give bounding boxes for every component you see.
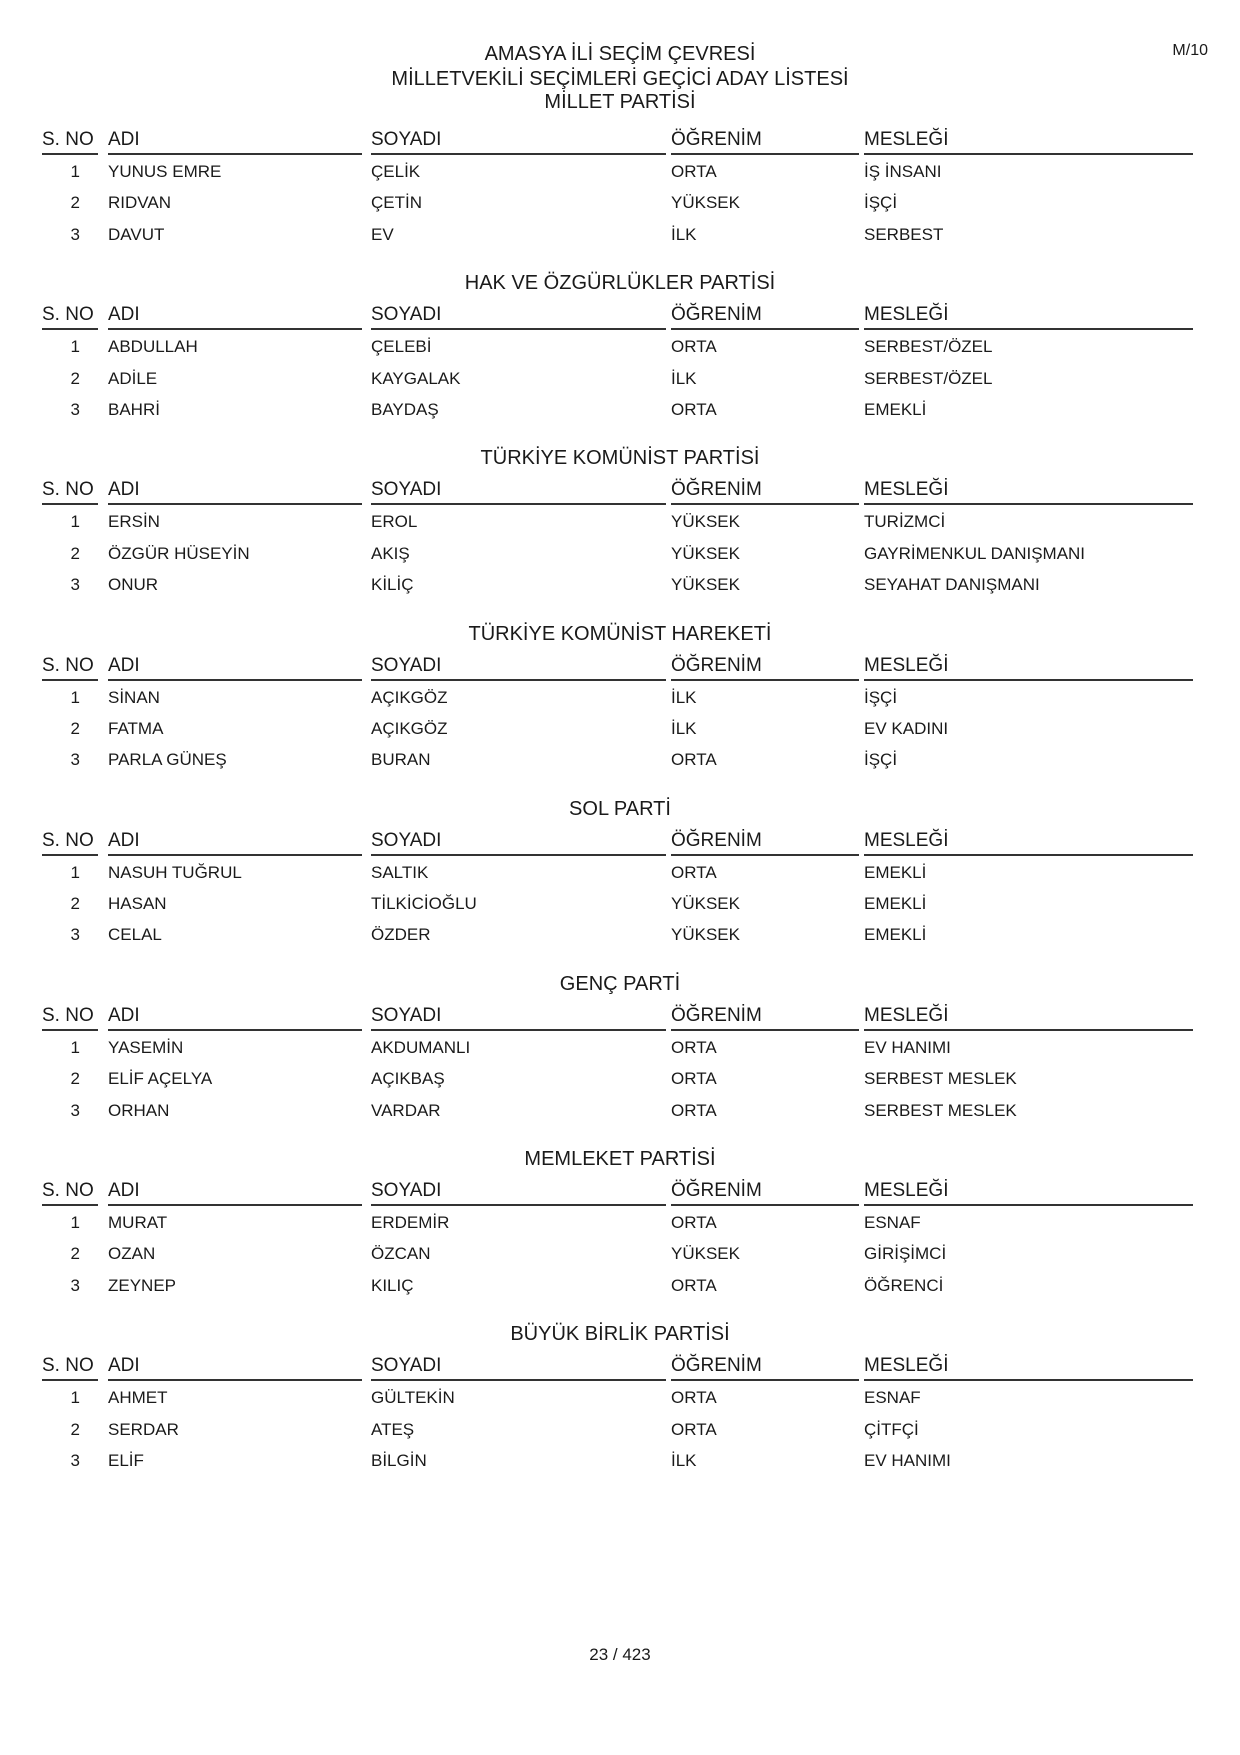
cell-soyadi: ÖZCAN — [371, 1244, 431, 1264]
column-header-ogrenim: ÖĞRENİM — [671, 653, 859, 681]
table-row — [0, 219, 1240, 250]
column-header-soyadi: SOYADI — [371, 127, 666, 155]
cell-adi: ZEYNEP — [108, 1275, 177, 1295]
column-header-soyadi: SOYADI — [371, 1353, 666, 1381]
cell-meslegi: EV HANIMI — [864, 1037, 951, 1057]
cell-adi: YUNUS EMRE — [108, 162, 222, 181]
party-section — [0, 1321, 1240, 1476]
table-row — [0, 713, 1240, 744]
column-header-meslegi: MESLEĞİ — [864, 828, 1193, 856]
header-title-line1: AMASYA İLİ SEÇİM ÇEVRESİ — [484, 43, 756, 65]
header-title-line2: MİLLETVEKİLİ SEÇİMLERİ GEÇİCİ ADAY LİSTESİ — [391, 68, 849, 90]
column-header-ogrenim: ÖĞRENİM — [671, 302, 859, 330]
cell-soyadi: AÇIKGÖZ — [371, 718, 448, 738]
party-section — [0, 621, 1240, 776]
column-header-adi: ADI — [108, 1003, 362, 1031]
column-header-sira-no: S. NO — [42, 828, 98, 856]
cell-sira-no: 3 — [70, 399, 80, 419]
cell-meslegi: İŞÇİ — [864, 687, 898, 707]
cell-soyadi: EROL — [371, 512, 418, 532]
table-row — [0, 1238, 1240, 1269]
table-row — [0, 1032, 1240, 1063]
table-row — [0, 506, 1240, 537]
column-header-sira-no: S. NO — [42, 653, 98, 681]
cell-ogrenim: İLK — [671, 368, 697, 388]
table-row — [0, 1382, 1240, 1413]
table-row — [0, 1063, 1240, 1094]
column-header-ogrenim: ÖĞRENİM — [671, 1353, 859, 1381]
cell-sira-no: 2 — [70, 1244, 80, 1264]
table-row — [0, 888, 1240, 919]
column-header-adi: ADI — [108, 1178, 362, 1206]
column-header-ogrenim: ÖĞRENİM — [671, 127, 859, 155]
cell-sira-no: 3 — [70, 575, 80, 595]
document-header — [0, 42, 1240, 92]
cell-ogrenim: ORTA — [671, 1419, 717, 1439]
cell-sira-no: 3 — [70, 1450, 80, 1470]
party-section — [0, 971, 1240, 1126]
cell-adi: NASUH TUĞRUL — [108, 862, 242, 882]
cell-meslegi: SERBEST MESLEK — [864, 1100, 1017, 1120]
table-header-row — [0, 1353, 1240, 1382]
cell-ogrenim: YÜKSEK — [671, 925, 740, 945]
cell-sira-no: 1 — [70, 337, 80, 357]
cell-meslegi: GAYRİMENKUL DANIŞMANI — [864, 543, 1086, 563]
cell-ogrenim: İLK — [671, 687, 697, 707]
cell-adi: DAVUT — [108, 224, 165, 244]
table-header-row — [0, 653, 1240, 682]
table-row — [0, 1270, 1240, 1301]
party-title: TÜRKİYE KOMÜNİST HAREKETİ — [468, 622, 772, 645]
cell-adi: ERSİN — [108, 512, 160, 532]
column-header-meslegi: MESLEĞİ — [864, 477, 1193, 505]
cell-ogrenim: YÜKSEK — [671, 894, 740, 914]
cell-soyadi: BURAN — [371, 750, 431, 770]
cell-sira-no: 3 — [70, 1275, 80, 1295]
table-header-row — [0, 302, 1240, 331]
table-row — [0, 331, 1240, 362]
cell-sira-no: 2 — [70, 1419, 80, 1439]
cell-sira-no: 3 — [70, 750, 80, 770]
column-header-soyadi: SOYADI — [371, 828, 666, 856]
cell-ogrenim: İLK — [671, 224, 697, 244]
cell-soyadi: SALTIK — [371, 862, 429, 882]
cell-soyadi: EV — [371, 224, 394, 244]
table-row — [0, 744, 1240, 775]
column-header-adi: ADI — [108, 1353, 362, 1381]
party-section — [0, 90, 1240, 250]
cell-soyadi: BAYDAŞ — [371, 399, 439, 419]
cell-adi: ONUR — [108, 575, 159, 595]
cell-soyadi: BİLGİN — [371, 1450, 427, 1470]
column-header-meslegi: MESLEĞİ — [864, 127, 1193, 155]
cell-ogrenim: İLK — [671, 718, 697, 738]
cell-adi: ORHAN — [108, 1100, 170, 1120]
party-title: GENÇ PARTİ — [559, 972, 681, 995]
table-row — [0, 1414, 1240, 1445]
cell-soyadi: ATEŞ — [371, 1419, 415, 1439]
cell-ogrenim: YÜKSEK — [671, 575, 740, 595]
column-header-ogrenim: ÖĞRENİM — [671, 1178, 859, 1206]
cell-sira-no: 1 — [70, 1213, 80, 1233]
table-row — [0, 1095, 1240, 1126]
cell-meslegi: ESNAF — [864, 1388, 921, 1408]
cell-soyadi: ÖZDER — [371, 925, 431, 945]
table-row — [0, 1207, 1240, 1238]
cell-meslegi: SERBEST MESLEK — [864, 1069, 1017, 1089]
table-row — [0, 187, 1240, 218]
column-header-soyadi: SOYADI — [371, 302, 666, 330]
table-row — [0, 538, 1240, 569]
cell-meslegi: EMEKLİ — [864, 925, 927, 945]
column-header-adi: ADI — [108, 477, 362, 505]
cell-ogrenim: ORTA — [671, 1100, 717, 1120]
table-header-row — [0, 828, 1240, 857]
cell-meslegi: EV HANIMI — [864, 1450, 951, 1470]
page-number: 23 / 423 — [589, 1645, 651, 1664]
cell-adi: AHMET — [108, 1388, 168, 1408]
cell-adi: SERDAR — [108, 1419, 179, 1439]
table-row — [0, 857, 1240, 888]
column-header-sira-no: S. NO — [42, 127, 98, 155]
cell-meslegi: TURİZMCİ — [864, 512, 946, 532]
cell-meslegi: İŞÇİ — [864, 193, 898, 213]
party-title: HAK VE ÖZGÜRLÜKLER PARTİSİ — [464, 272, 776, 295]
cell-sira-no: 1 — [70, 1037, 80, 1057]
cell-sira-no: 3 — [70, 224, 80, 244]
cell-ogrenim: ORTA — [671, 162, 717, 181]
cell-ogrenim: İLK — [671, 1450, 697, 1470]
cell-adi: ADİLE — [108, 368, 158, 388]
cell-adi: ABDULLAH — [108, 337, 198, 357]
table-row — [0, 682, 1240, 713]
cell-adi: PARLA GÜNEŞ — [108, 750, 227, 770]
table-header-row — [0, 1003, 1240, 1032]
cell-ogrenim: ORTA — [671, 750, 717, 770]
column-header-sira-no: S. NO — [42, 1353, 98, 1381]
cell-ogrenim: YÜKSEK — [671, 193, 740, 213]
cell-adi: MURAT — [108, 1213, 168, 1233]
cell-sira-no: 2 — [70, 1069, 80, 1089]
cell-soyadi: ERDEMİR — [371, 1213, 450, 1233]
page-code: M/10 — [1172, 42, 1208, 59]
column-header-meslegi: MESLEĞİ — [864, 653, 1193, 681]
cell-meslegi: SERBEST — [864, 224, 944, 244]
cell-ogrenim: ORTA — [671, 1069, 717, 1089]
column-header-meslegi: MESLEĞİ — [864, 1178, 1193, 1206]
party-title: BÜYÜK BİRLİK PARTİSİ — [510, 1323, 730, 1346]
cell-soyadi: GÜLTEKİN — [371, 1388, 455, 1408]
column-header-soyadi: SOYADI — [371, 1178, 666, 1206]
cell-meslegi: İŞ İNSANI — [864, 162, 942, 181]
cell-soyadi: ÇELİK — [371, 162, 421, 181]
party-section — [0, 1146, 1240, 1301]
column-header-ogrenim: ÖĞRENİM — [671, 828, 859, 856]
cell-ogrenim: ORTA — [671, 1213, 717, 1233]
cell-adi: HASAN — [108, 894, 167, 914]
cell-ogrenim: ORTA — [671, 1388, 717, 1408]
cell-meslegi: EMEKLİ — [864, 894, 927, 914]
cell-soyadi: AKIŞ — [371, 543, 410, 563]
cell-ogrenim: YÜKSEK — [671, 512, 740, 532]
cell-meslegi: ÖĞRENCİ — [864, 1275, 944, 1295]
cell-sira-no: 1 — [70, 687, 80, 707]
column-header-adi: ADI — [108, 302, 362, 330]
column-header-ogrenim: ÖĞRENİM — [671, 477, 859, 505]
column-header-soyadi: SOYADI — [371, 1003, 666, 1031]
cell-meslegi: SERBEST/ÖZEL — [864, 337, 993, 357]
cell-ogrenim: ORTA — [671, 399, 717, 419]
cell-soyadi: KILIÇ — [371, 1275, 414, 1295]
column-header-sira-no: S. NO — [42, 477, 98, 505]
party-title: TÜRKİYE KOMÜNİST PARTİSİ — [480, 447, 760, 470]
table-row — [0, 363, 1240, 394]
column-header-sira-no: S. NO — [42, 302, 98, 330]
cell-adi: YASEMİN — [108, 1037, 184, 1057]
cell-soyadi: VARDAR — [371, 1100, 441, 1120]
column-header-ogrenim: ÖĞRENİM — [671, 1003, 859, 1031]
cell-soyadi: ÇELEBİ — [371, 337, 432, 357]
table-header-row — [0, 1178, 1240, 1207]
party-title: SOL PARTİ — [569, 797, 671, 820]
column-header-adi: ADI — [108, 127, 362, 155]
cell-sira-no: 1 — [70, 162, 80, 181]
cell-adi: RIDVAN — [108, 193, 171, 213]
cell-adi: ÖZGÜR HÜSEYİN — [108, 543, 250, 563]
cell-adi: ELİF AÇELYA — [108, 1069, 213, 1089]
cell-ogrenim: ORTA — [671, 337, 717, 357]
party-section — [0, 796, 1240, 951]
cell-meslegi: ESNAF — [864, 1213, 921, 1233]
column-header-meslegi: MESLEĞİ — [864, 1353, 1193, 1381]
cell-ogrenim: YÜKSEK — [671, 543, 740, 563]
column-header-adi: ADI — [108, 653, 362, 681]
column-header-adi: ADI — [108, 828, 362, 856]
party-section — [0, 270, 1240, 425]
column-header-soyadi: SOYADI — [371, 477, 666, 505]
cell-soyadi: AKDUMANLI — [371, 1037, 471, 1057]
cell-meslegi: İŞÇİ — [864, 750, 898, 770]
party-title: MEMLEKET PARTİSİ — [524, 1148, 716, 1171]
table-row — [0, 919, 1240, 950]
cell-sira-no: 1 — [70, 862, 80, 882]
cell-soyadi: AÇIKBAŞ — [371, 1069, 445, 1089]
cell-sira-no: 1 — [70, 1388, 80, 1408]
cell-sira-no: 3 — [70, 925, 80, 945]
cell-soyadi: ÇETİN — [371, 193, 422, 213]
column-header-sira-no: S. NO — [42, 1178, 98, 1206]
cell-meslegi: SERBEST/ÖZEL — [864, 368, 993, 388]
cell-ogrenim: ORTA — [671, 1275, 717, 1295]
cell-meslegi: SEYAHAT DANIŞMANI — [864, 575, 1040, 595]
cell-ogrenim: YÜKSEK — [671, 1244, 740, 1264]
cell-adi: SİNAN — [108, 687, 160, 707]
table-header-row — [0, 477, 1240, 506]
cell-sira-no: 2 — [70, 718, 80, 738]
cell-sira-no: 2 — [70, 193, 80, 213]
table-row — [0, 394, 1240, 425]
column-header-meslegi: MESLEĞİ — [864, 1003, 1193, 1031]
cell-adi: CELAL — [108, 925, 162, 945]
cell-meslegi: EMEKLİ — [864, 862, 927, 882]
candidate-tables — [0, 90, 1240, 1476]
cell-meslegi: ÇİTFÇİ — [864, 1419, 919, 1439]
cell-sira-no: 3 — [70, 1100, 80, 1120]
cell-sira-no: 2 — [70, 894, 80, 914]
cell-meslegi: GİRİŞİMCİ — [864, 1244, 947, 1264]
cell-adi: ELİF — [108, 1450, 144, 1470]
cell-ogrenim: ORTA — [671, 862, 717, 882]
cell-sira-no: 1 — [70, 512, 80, 532]
party-title: MİLLET PARTİSİ — [544, 91, 696, 113]
cell-ogrenim: ORTA — [671, 1037, 717, 1057]
cell-soyadi: TİLKİCİOĞLU — [371, 894, 477, 914]
cell-adi: FATMA — [108, 718, 164, 738]
cell-adi: OZAN — [108, 1244, 156, 1264]
column-header-meslegi: MESLEĞİ — [864, 302, 1193, 330]
column-header-soyadi: SOYADI — [371, 653, 666, 681]
cell-soyadi: KİLİÇ — [371, 575, 414, 595]
table-row — [0, 156, 1240, 187]
cell-soyadi: KAYGALAK — [371, 368, 461, 388]
cell-sira-no: 2 — [70, 543, 80, 563]
cell-adi: BAHRİ — [108, 399, 160, 419]
table-row — [0, 569, 1240, 600]
table-row — [0, 1445, 1240, 1476]
column-header-sira-no: S. NO — [42, 1003, 98, 1031]
party-section — [0, 445, 1240, 600]
cell-sira-no: 2 — [70, 368, 80, 388]
cell-soyadi: AÇIKGÖZ — [371, 687, 448, 707]
cell-meslegi: EV KADINI — [864, 718, 949, 738]
cell-meslegi: EMEKLİ — [864, 399, 927, 419]
table-header-row — [0, 127, 1240, 156]
